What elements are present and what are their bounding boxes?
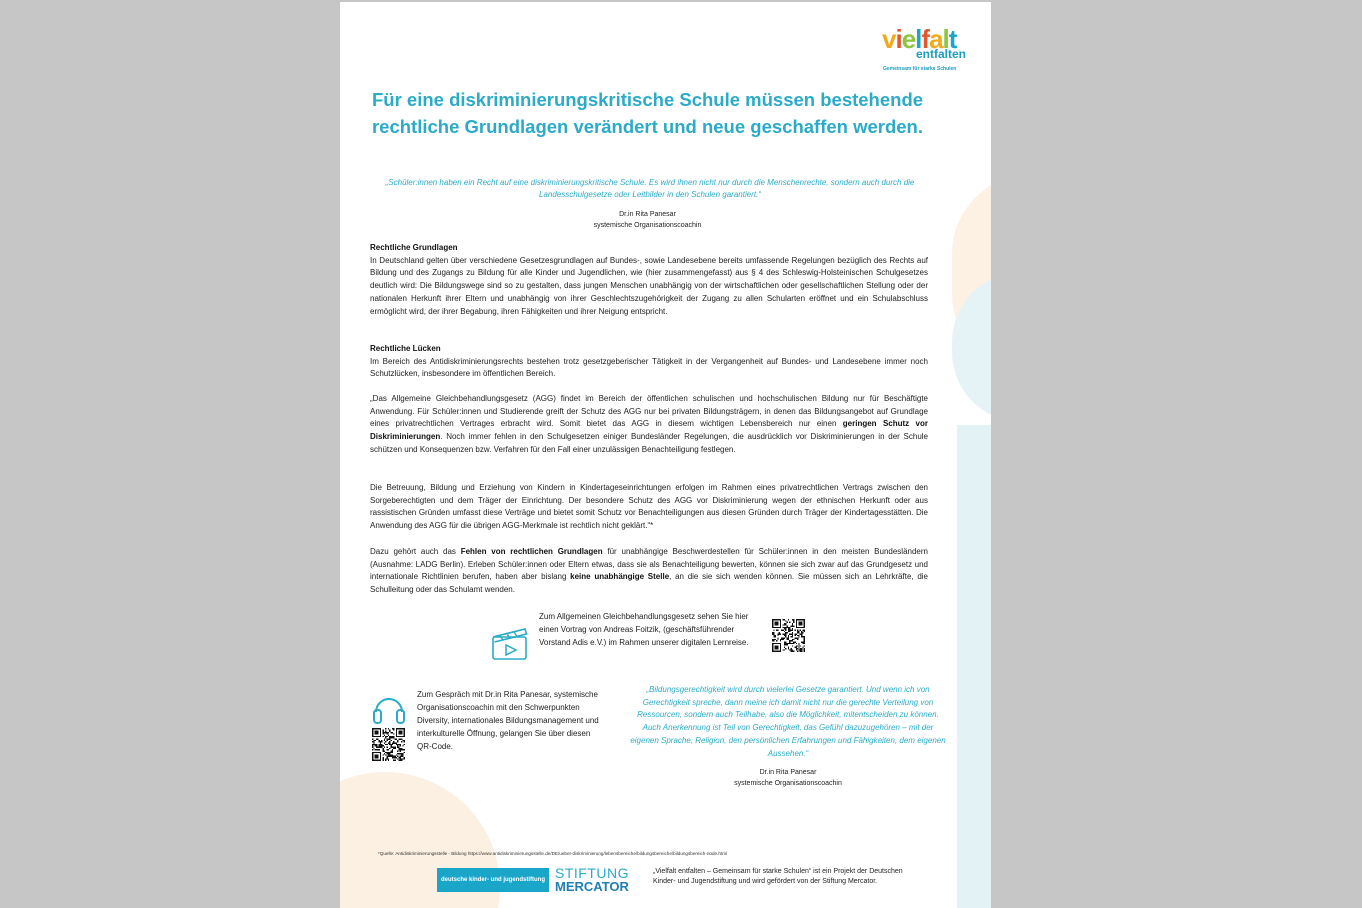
logo-letter: f (921, 24, 930, 54)
quote-role: systemische Organisationscoachin (593, 222, 702, 229)
section-body: In Deutschland gelten über verschiedene Gesetzesgrundlagen auf Bundes-, sowie Landesebene bereits umfassende Regelungen bezüglich des Rechts auf Bildung und des Zugangs zu Bildung für alle Kinder und Jugendlichen, wie (hier zusammengefasst) aus § 4 des Schleswig-Holsteinischen Schulgesetzes deutlich wird: Die Bildungswege sind so zu gestalten, dass jungen Menschen unabhängig von der wirtschaftlichen oder gesellschaftlichen Stellung oder der nationalen Herkunft ihrer Eltern und unabhängig von ihrer Geschlechtszugehörigkeit der Zugang zu allen Schularten eröffnet und ein Schulabschluss ermöglicht wird, der ihrer Begabung, ihren Fähigkeiten und ihrer Neigung entspricht. (370, 255, 928, 316)
logo-letter: t (948, 24, 957, 54)
source-footnote: *Quelle: Antidiskriminierungsstelle - Bildung https://www.antidiskriminierungsstelle.de/DE/ueber-diskriminierung/lebensbereiche/bildungsbereiche/bildungsbereich-node.html (378, 851, 728, 856)
section-legal-gaps (370, 343, 928, 381)
logo-letter: l (942, 24, 949, 54)
section-legal-basis (370, 242, 928, 318)
section-heading: Rechtliche Grundlagen (370, 243, 458, 252)
logo-letter: v (882, 24, 896, 54)
interview-text: Zum Gespräch mit Dr.in Rita Panesar, systemische Organisationscoachin mit den Schwerpunkten Diversity, internationales Bildungsmanagement und interkulturelle Öffnung, gelangen Sie über diesen QR-Code. (417, 690, 599, 751)
document-page (340, 2, 991, 908)
intro-quote: „Schüler:innen haben ein Recht auf eine diskriminierungskritische Schule. Es wird ihnen nicht nur durch die Menschenrechte, sondern auch durch die Landesschulgesetze oder Leitbilder in den Schulen garantiert.“ (385, 178, 915, 199)
headphones-icon (371, 690, 407, 726)
intro-quote-attribution (370, 209, 925, 231)
vielfalt-logo (882, 24, 982, 72)
mercator-line2: MERCATOR (555, 879, 629, 894)
text-span: . Noch immer fehlen in den Schulgesetzen einiger Bundesländer Regelungen, die ausdrücklich vor Diskriminierungen in der Schule schützen und Konsequenzen bzw. Verfahren für den Fall einer unzulässigen Benachteiligung festlegen. (370, 432, 928, 454)
video-clapper-icon (491, 624, 529, 662)
complaint-paragraph (370, 546, 928, 597)
emphasis-text: Fehlen von rechtlichen Grundlagen (460, 547, 603, 556)
logo-letter: e (901, 24, 916, 54)
sponsor-text: „Vielfalt entfalten – Gemeinsam für starke Schulen“ ist ein Projekt der Deutschen Kinder- und Jugendstiftung und wird gefördert von der Stiftung Mercator. (653, 868, 903, 885)
agg-paragraph (370, 393, 928, 457)
video-qr-code[interactable] (772, 619, 805, 652)
quote-author: Dr.in Rita Panesar (619, 211, 676, 218)
emphasis-text: keine unabhängige Stelle (570, 572, 670, 582)
section-body: Im Bereich des Antidiskriminierungsrechts bestehen trotz gesetzgeberischer Tätigkeit in der Vergangenheit auf Bundes- und Landesebene immer noch Schutzlücken, insbesondere im öffentlichen Bereich. (370, 356, 928, 379)
video-lecture-text: Zum Allgemeinen Gleichbehandlungsgesetz sehen Sie hier einen Vortrag von Andreas Foitzik, (geschäftsführender Vorstand Adis e.V.) im Rahmen unserer digitalen Lernreise. (539, 612, 749, 647)
page-title: Für eine diskriminierungskritische Schule müssen bestehende rechtliche Grundlagen verändert und neue geschaffen werden. (371, 89, 924, 137)
kita-paragraph: Die Betreuung, Bildung und Erziehung von Kindern in Kindertageseinrichtungen erfolgen im Rahmen eines privatrechtlichen Vertrags zwischen den Sorgeberechtigten und dem Träger der Einrichtung. Der besondere Schutz des AGG vor Diskriminierung wegen der ethnischen Herkunft oder aus rassistischen Gründen umfasst diese Verträge und bietet somit Schutz vor Benachteiligungen aus diesen Gründen durch Träger der Kindertagesstätten. Die Anwendung des AGG für die übrigen AGG-Merkmale ist rechtlich nicht geklärt.“* (370, 483, 928, 531)
section-heading: Rechtliche Lücken (370, 344, 441, 353)
closing-quote-attribution (630, 767, 946, 789)
decor-blue-column (957, 425, 991, 908)
logo-sub: entfalten (916, 47, 967, 61)
quote-author: Dr.in Rita Panesar (759, 769, 817, 776)
text-span: , an die sie sich wenden können. Sie müssen sich an Lehrkräfte, die Schulleitung oder das Schulamt wenden. (370, 572, 928, 595)
logo-tagline: Gemeinsam für starke Schulen (883, 66, 957, 72)
text-span: Dazu gehört auch das (370, 547, 461, 556)
closing-quote: „Bildungsgerechtigkeit wird durch vielerlei Gesetze garantiert. Und wenn ich von Gerechtigkeit spreche, dann meine ich damit nicht nur die gerechte Verteilung von Ressourcen, sondern auch Teilhabe, also die Möglichkeit, mitentscheiden zu können. Auch Anerkennung ist Teil von Gerechtigkeit, das Gefühl dazuzugehören – mit der eigenen Sprache, Religion, den persönlichen Erfahrungen und Fähigkeiten, dem eigenen Aussehen.“ (630, 685, 946, 758)
logo-letter: i (895, 24, 902, 54)
interview-qr-code[interactable] (372, 728, 405, 761)
quote-role: systemische Organisationscoachin (734, 780, 842, 787)
mercator-line1: STIFTUNG (555, 865, 629, 881)
emphasis-text: geringen Schutz vor Diskriminierungen (370, 419, 928, 442)
logo-letter: l (915, 24, 922, 54)
text-span: für unabhängige Beschwerdestellen für Schüler:innen in den meisten Bundesländern (Ausnahme: LADG Berlin). Erleben Schüler:innen oder Eltern etwas, dass sie als Benachteiligung bewerten, können sie sich zwar auf das Grundgesetz und internationale Richtlinien berufen, haben aber bislang (370, 547, 928, 582)
dkjs-logo: deutsche kinder- und jugendstiftung (437, 868, 549, 892)
logo-letter: a (929, 24, 943, 54)
mercator-logo (555, 866, 647, 894)
text-span: „Das Allgemeine Gleichbehandlungsgesetz (AGG) findet im Bereich der öffentlichen schulischen und hochschulischen Bildung nur für Beschäftigte Anwendung. Für Schüler:innen und Studierende greift der Schutz des AGG nur bei privaten Bildungsträgern, in denen das Bildungsangebot auf Grundlage eines privatrechtlichen Vertrages erbracht wird. Somit bietet das AGG in diesem wichtigen Lebensbereich nur einen (370, 394, 928, 429)
